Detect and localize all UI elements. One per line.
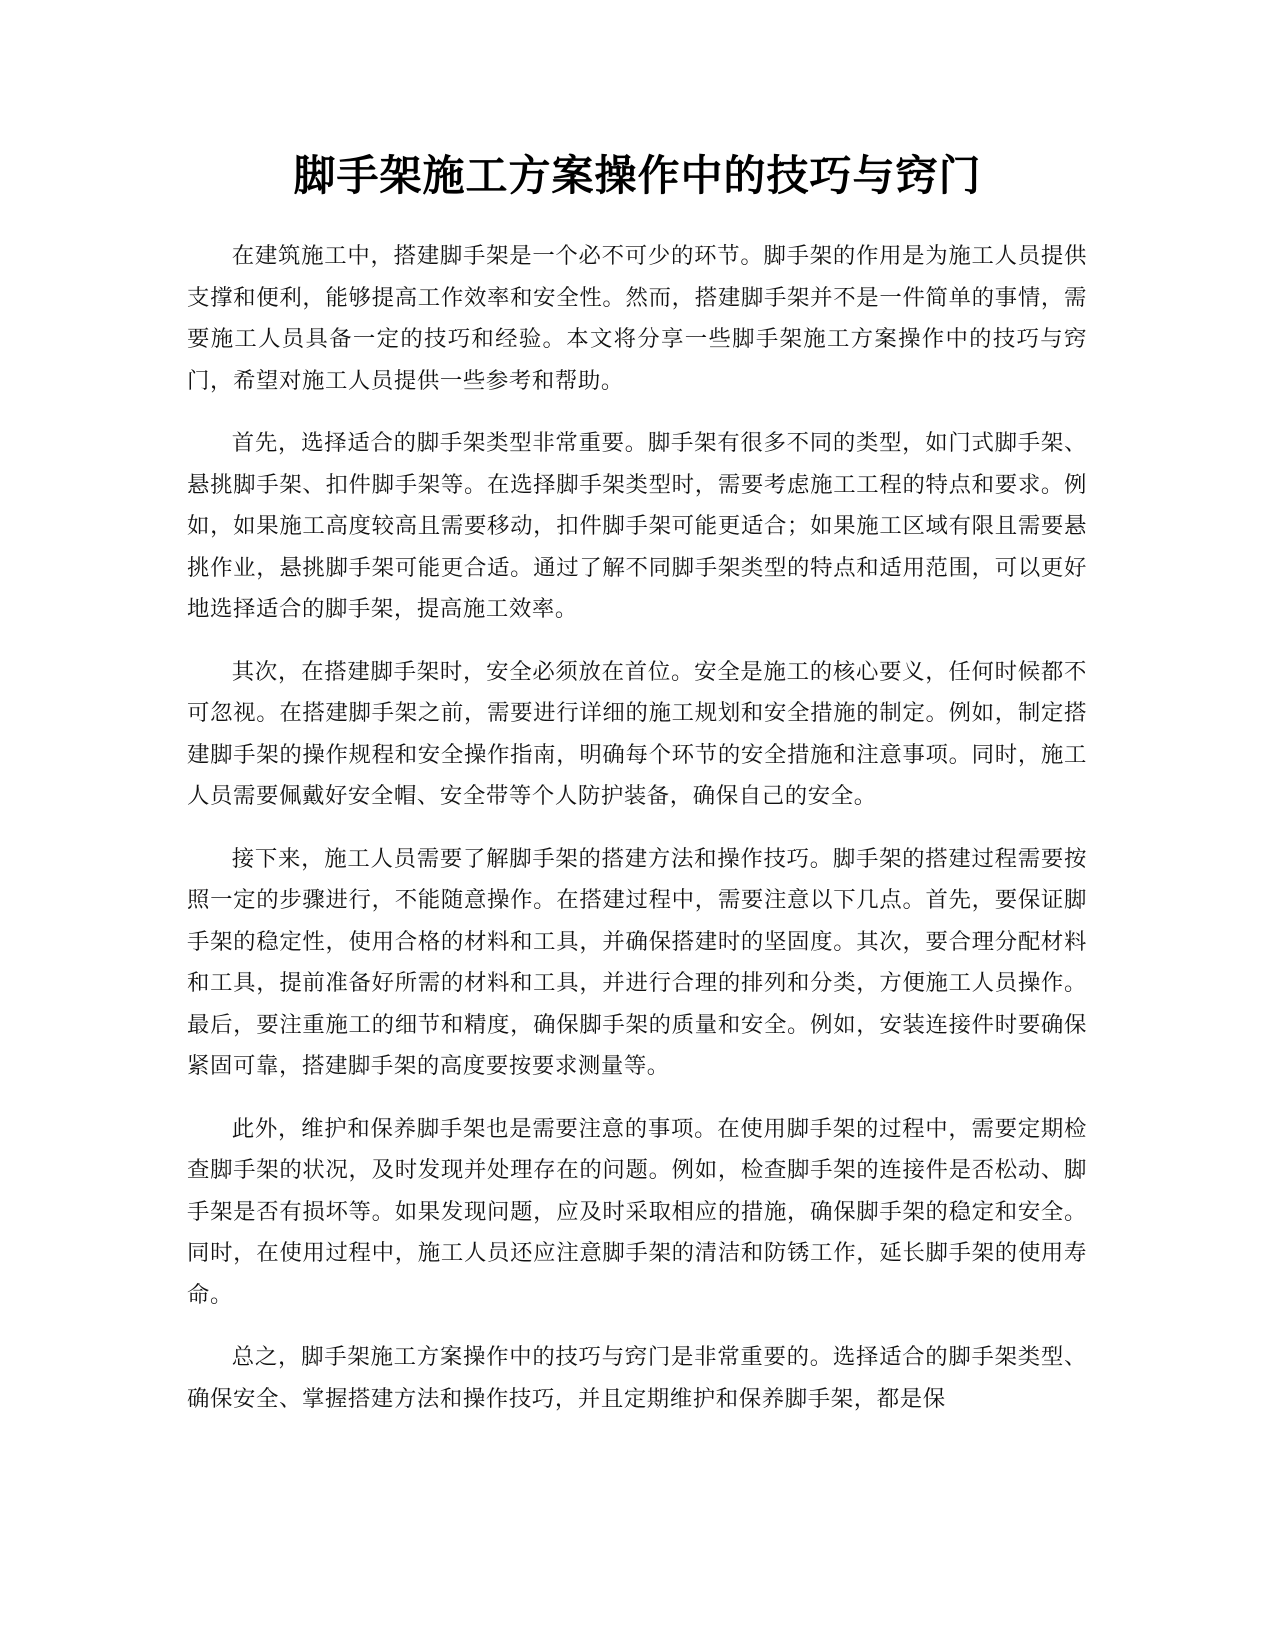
paragraph-safety-first: 其次，在搭建脚手架时，安全必须放在首位。安全是施工的核心要义，任何时候都不可忽视。在搭建脚手架之前，需要进行详细的施工规划和安全措施的制定。例如，制定搭建脚手架的操作规程和安全操作指南，明确每个环节的安全措施和注意事项。同时，施工人员需要佩戴好安全帽、安全带等个人防护装备，确保自己的安全。	[187, 658, 1087, 809]
document-body	[187, 236, 1087, 1441]
paragraph-maintenance: 此外，维护和保养脚手架也是需要注意的事项。在使用脚手架的过程中，需要定期检查脚手架的状况，及时发现并处理存在的问题。例如，检查脚手架的连接件是否松动、脚手架是否有损坏等。如果发现问题，应及时采取相应的措施，确保脚手架的稳定和安全。同时，在使用过程中，施工人员还应注意脚手架的清洁和防锈工作，延长脚手架的使用寿命。	[187, 1115, 1087, 1308]
paragraph-intro: 在建筑施工中，搭建脚手架是一个必不可少的环节。脚手架的作用是为施工人员提供支撑和便利，能够提高工作效率和安全性。然而，搭建脚手架并不是一件简单的事情，需要施工人员具备一定的技巧和经验。本文将分享一些脚手架施工方案操作中的技巧与窍门，希望对施工人员提供一些参考和帮助。	[187, 243, 1087, 394]
paragraph-choose-type: 首先，选择适合的脚手架类型非常重要。脚手架有很多不同的类型，如门式脚手架、悬挑脚手架、扣件脚手架等。在选择脚手架类型时，需要考虑施工工程的特点和要求。例如，如果施工高度较高且需要移动，扣件脚手架可能更适合；如果施工区域有限且需要悬挑作业，悬挑脚手架可能更合适。通过了解不同脚手架类型的特点和适用范围，可以更好地选择适合的脚手架，提高施工效率。	[187, 430, 1087, 622]
paragraph-methods: 接下来，施工人员需要了解脚手架的搭建方法和操作技巧。脚手架的搭建过程需要按照一定的步骤进行，不能随意操作。在搭建过程中，需要注意以下几点。首先，要保证脚手架的稳定性，使用合格的材料和工具，并确保搭建时的坚固度。其次，要合理分配材料和工具，提前准备好所需的材料和工具，并进行合理的排列和分类，方便施工人员操作。最后，要注重施工的细节和精度，确保脚手架的质量和安全。例如，安装连接件时要确保紧固可靠，搭建脚手架的高度要按要求测量等。	[187, 845, 1087, 1079]
paragraph-summary: 总之，脚手架施工方案操作中的技巧与窍门是非常重要的。选择适合的脚手架类型、确保安全、掌握搭建方法和操作技巧，并且定期维护和保养脚手架，都是保	[187, 1344, 1087, 1412]
document-title: 脚手架施工方案操作中的技巧与窍门	[293, 151, 982, 200]
